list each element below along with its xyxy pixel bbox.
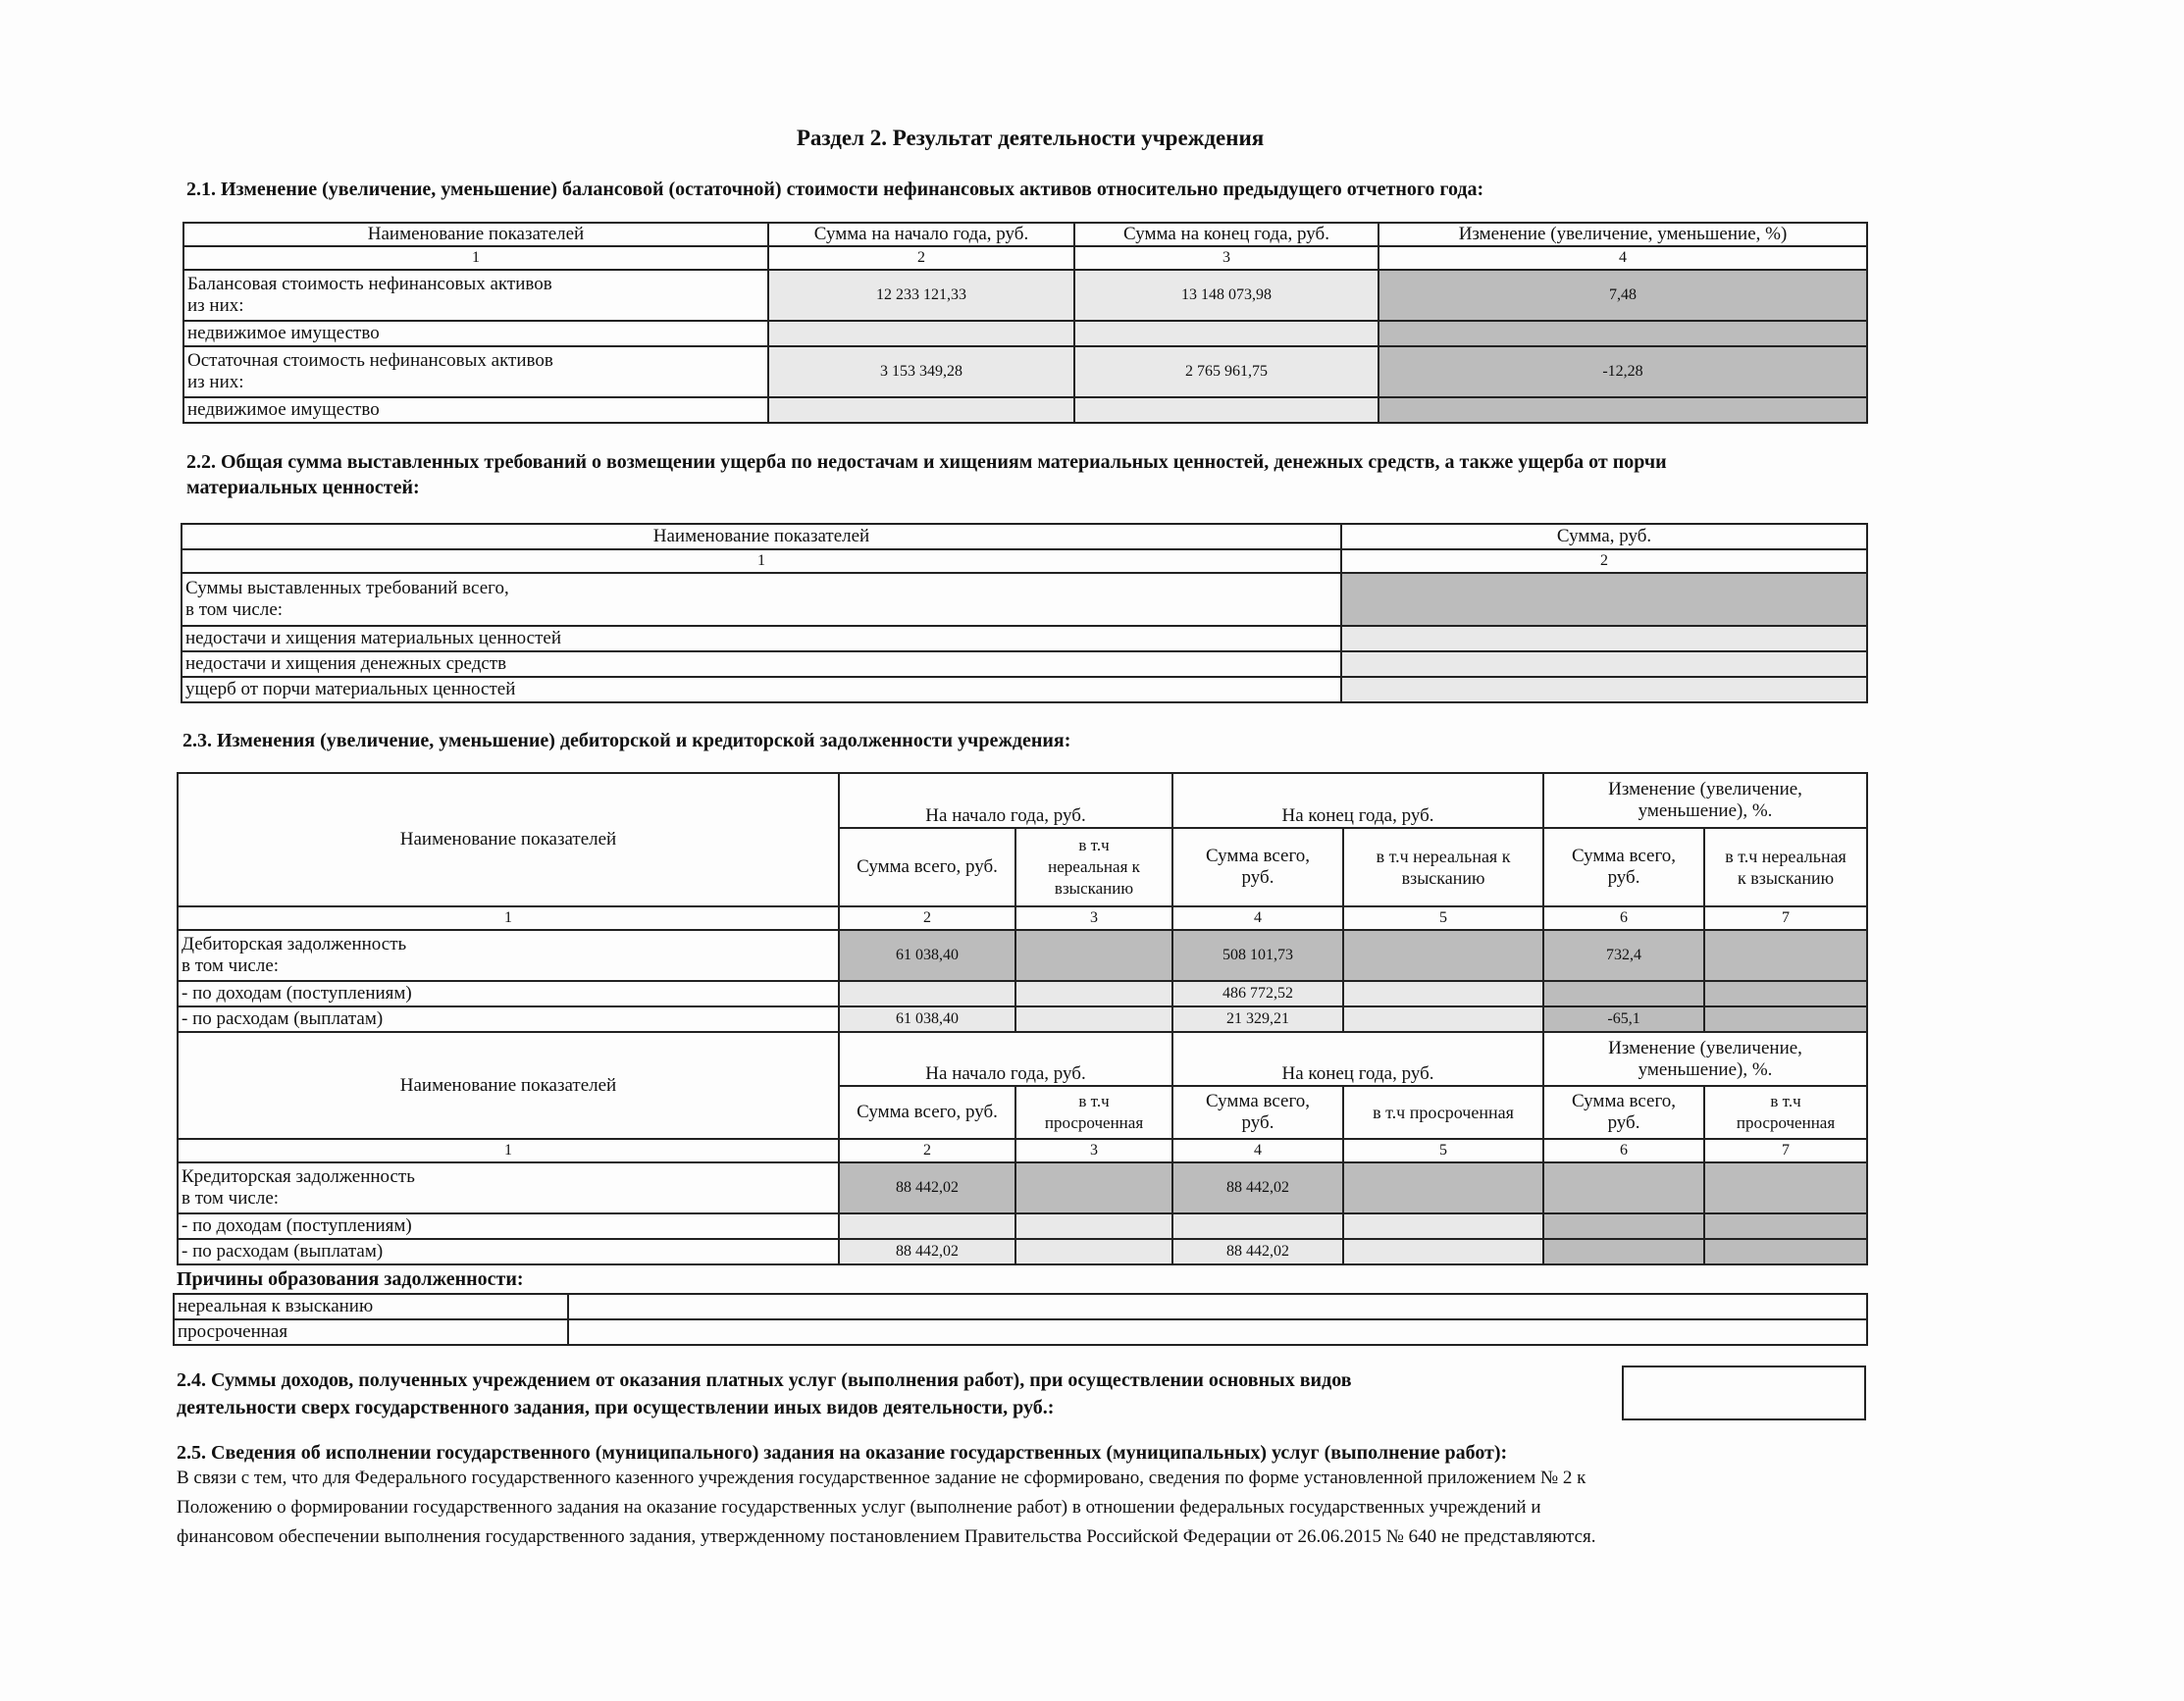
s25-paragraph-line: В связи с тем, что для Федерального государственного казенного учреждения государственное задание не сформировано, сведения по форме установленной приложением № 2 к bbox=[177, 1468, 1586, 1488]
s22-header-sum: Сумма, руб. bbox=[1341, 524, 1867, 549]
header-overdue: в т.ч просроченная bbox=[1343, 1086, 1543, 1139]
table-cell bbox=[1015, 1239, 1172, 1264]
header-sum-total: Сумма всего, руб. bbox=[839, 828, 1015, 906]
header-line: просроченная bbox=[1044, 1113, 1144, 1132]
s21-heading: 2.1. Изменение (увеличение, уменьшение) балансовой (остаточной) стоимости нефинансовых активов относительно предыдущего отчетного года: bbox=[186, 179, 1484, 200]
table-cell bbox=[1704, 1213, 1867, 1239]
s21-header-name: Наименование показателей bbox=[183, 223, 768, 246]
table-row-label: - по расходам (выплатам) bbox=[178, 1239, 839, 1264]
reasons-heading: Причины образования задолженности: bbox=[177, 1268, 524, 1290]
s23-header-change bbox=[1543, 773, 1867, 828]
row-label-line: Дебиторская задолженность bbox=[182, 934, 407, 954]
s24-value-box bbox=[1622, 1366, 1866, 1420]
col-number: 1 bbox=[178, 906, 839, 930]
header-line: руб. bbox=[1607, 867, 1640, 888]
header-line: нереальная к bbox=[1048, 857, 1140, 876]
table-cell: 508 101,73 bbox=[1172, 930, 1343, 981]
table-cell: 88 442,02 bbox=[839, 1162, 1015, 1213]
table-cell bbox=[1015, 1213, 1172, 1239]
table-cell bbox=[1704, 981, 1867, 1006]
header-unreal bbox=[1015, 828, 1172, 906]
table-cell: 732,4 bbox=[1543, 930, 1704, 981]
s24-heading: 2.4. Суммы доходов, полученных учреждением от оказания платных услуг (выполнения работ), при осуществлении основных видов bbox=[177, 1369, 1352, 1391]
s21-table bbox=[182, 222, 1868, 424]
s21-header-start: Сумма на начало года, руб. bbox=[768, 223, 1074, 246]
table-cell: 13 148 073,98 bbox=[1074, 270, 1378, 321]
header-line: руб. bbox=[1607, 1112, 1640, 1133]
table-cell bbox=[1378, 321, 1867, 346]
col-number: 7 bbox=[1704, 1139, 1867, 1162]
header-line: руб. bbox=[1241, 867, 1274, 888]
row-label-line: в том числе: bbox=[185, 599, 284, 620]
header-line: уменьшение), %. bbox=[1638, 800, 1773, 821]
s21-header-change: Изменение (увеличение, уменьшение, %) bbox=[1378, 223, 1867, 246]
header-sum-total bbox=[1543, 828, 1704, 906]
table-cell: 61 038,40 bbox=[839, 930, 1015, 981]
table-row-label bbox=[183, 270, 768, 321]
table-cell bbox=[1343, 1239, 1543, 1264]
header-line: в т.ч bbox=[1078, 836, 1110, 854]
table-cell bbox=[768, 397, 1074, 423]
s23-credit-table bbox=[177, 1033, 1868, 1265]
table-cell bbox=[1343, 981, 1543, 1006]
table-cell bbox=[1704, 930, 1867, 981]
header-line: взысканию bbox=[1054, 879, 1134, 898]
col-number: 1 bbox=[178, 1139, 839, 1162]
col-number: 6 bbox=[1543, 1139, 1704, 1162]
header-line: в т.ч нереальная bbox=[1725, 847, 1846, 866]
header-line: к взысканию bbox=[1737, 868, 1835, 888]
table-row-label: недвижимое имущество bbox=[183, 321, 768, 346]
table-row-label bbox=[178, 930, 839, 981]
row-label-line: из них: bbox=[187, 372, 244, 392]
table-cell: 21 329,21 bbox=[1172, 1006, 1343, 1032]
table-cell bbox=[1172, 1213, 1343, 1239]
table-cell bbox=[1543, 1162, 1704, 1213]
table-cell bbox=[1341, 651, 1867, 677]
col-number: 2 bbox=[768, 246, 1074, 270]
reason-value bbox=[568, 1319, 1867, 1345]
table-cell bbox=[1015, 1162, 1172, 1213]
header-line: в т.ч нереальная к bbox=[1376, 847, 1511, 866]
table-cell bbox=[839, 1213, 1015, 1239]
s23-header-start: На начало года, руб. bbox=[839, 1033, 1172, 1086]
header-overdue bbox=[1704, 1086, 1867, 1139]
table-cell bbox=[1343, 1162, 1543, 1213]
table-cell bbox=[1074, 397, 1378, 423]
s22-header-name: Наименование показателей bbox=[182, 524, 1341, 549]
col-number: 4 bbox=[1378, 246, 1867, 270]
table-cell bbox=[839, 981, 1015, 1006]
s21-header-end: Сумма на конец года, руб. bbox=[1074, 223, 1378, 246]
s23-header-start: На начало года, руб. bbox=[839, 773, 1172, 828]
section-title: Раздел 2. Результат деятельности учреждения bbox=[796, 126, 1265, 150]
col-number: 4 bbox=[1172, 906, 1343, 930]
col-number: 3 bbox=[1015, 1139, 1172, 1162]
col-number: 2 bbox=[839, 906, 1015, 930]
table-cell bbox=[1543, 1213, 1704, 1239]
s25-paragraph-line: финансовом обеспечении выполнения государственного задания, утвержденному постановлением Правительства Российской Федерации от 26.06.2015 № 640 не представляются. bbox=[177, 1526, 1596, 1547]
table-cell: 3 153 349,28 bbox=[768, 346, 1074, 397]
table-row-label: - по доходам (поступлениям) bbox=[178, 981, 839, 1006]
table-cell bbox=[768, 321, 1074, 346]
table-cell bbox=[1543, 981, 1704, 1006]
header-overdue bbox=[1015, 1086, 1172, 1139]
s23-debit-table bbox=[177, 772, 1868, 1033]
s23-header-name: Наименование показателей bbox=[178, 773, 839, 906]
table-row-label bbox=[182, 573, 1341, 626]
col-number: 3 bbox=[1074, 246, 1378, 270]
header-line: Сумма всего, bbox=[1205, 1091, 1311, 1111]
header-line: просроченная bbox=[1736, 1113, 1836, 1132]
header-line: Сумма всего, bbox=[1571, 846, 1677, 866]
table-cell bbox=[1074, 321, 1378, 346]
table-cell: 2 765 961,75 bbox=[1074, 346, 1378, 397]
header-line: взысканию bbox=[1401, 868, 1485, 888]
reason-label: просроченная bbox=[174, 1319, 568, 1345]
col-number: 5 bbox=[1343, 1139, 1543, 1162]
header-line: руб. bbox=[1241, 1112, 1274, 1133]
row-label-line: Остаточная стоимость нефинансовых активов bbox=[187, 350, 553, 371]
table-cell: 7,48 bbox=[1378, 270, 1867, 321]
table-row-label: - по доходам (поступлениям) bbox=[178, 1213, 839, 1239]
s25-heading: 2.5. Сведения об исполнении государственного (муниципального) задания на оказание государственных (муниципальных) услуг (выполнение работ): bbox=[177, 1442, 1508, 1464]
s23-header-end: На конец года, руб. bbox=[1172, 1033, 1543, 1086]
table-cell bbox=[1343, 930, 1543, 981]
table-row-label: недостачи и хищения денежных средств bbox=[182, 651, 1341, 677]
col-number: 2 bbox=[1341, 549, 1867, 573]
table-row-label bbox=[183, 346, 768, 397]
header-line: в т.ч bbox=[1078, 1092, 1110, 1110]
table-cell: 12 233 121,33 bbox=[768, 270, 1074, 321]
header-line: Сумма всего, bbox=[1571, 1091, 1677, 1111]
table-cell bbox=[1543, 1239, 1704, 1264]
col-number: 5 bbox=[1343, 906, 1543, 930]
col-number: 1 bbox=[182, 549, 1341, 573]
table-cell bbox=[1341, 677, 1867, 702]
row-label-line: Суммы выставленных требований всего, bbox=[185, 578, 509, 598]
header-sum-total bbox=[1543, 1086, 1704, 1139]
table-cell bbox=[1378, 397, 1867, 423]
table-row-label bbox=[178, 1162, 839, 1213]
row-label-line: в том числе: bbox=[182, 1188, 280, 1209]
table-cell bbox=[1704, 1162, 1867, 1213]
s23-header-change bbox=[1543, 1033, 1867, 1086]
table-cell: -12,28 bbox=[1378, 346, 1867, 397]
row-label-line: Балансовая стоимость нефинансовых активов bbox=[187, 274, 552, 294]
header-line: Сумма всего, bbox=[1205, 846, 1311, 866]
header-line: Изменение (увеличение, bbox=[1608, 779, 1802, 799]
table-cell: 486 772,52 bbox=[1172, 981, 1343, 1006]
table-cell bbox=[1341, 626, 1867, 651]
table-cell: 88 442,02 bbox=[839, 1239, 1015, 1264]
header-line: в т.ч bbox=[1770, 1092, 1801, 1110]
col-number: 1 bbox=[183, 246, 768, 270]
col-number: 2 bbox=[839, 1139, 1015, 1162]
s23-header-name: Наименование показателей bbox=[178, 1033, 839, 1139]
header-line: Изменение (увеличение, bbox=[1608, 1037, 1802, 1058]
table-row-label: ущерб от порчи материальных ценностей bbox=[182, 677, 1341, 702]
table-cell: 88 442,02 bbox=[1172, 1239, 1343, 1264]
table-row-label: - по расходам (выплатам) bbox=[178, 1006, 839, 1032]
table-cell: -65,1 bbox=[1543, 1006, 1704, 1032]
table-cell bbox=[1704, 1239, 1867, 1264]
row-label-line: Кредиторская задолженность bbox=[182, 1166, 415, 1187]
header-sum-total: Сумма всего, руб. bbox=[839, 1086, 1015, 1139]
table-cell bbox=[1341, 573, 1867, 626]
col-number: 3 bbox=[1015, 906, 1172, 930]
table-row-label: недостачи и хищения материальных ценностей bbox=[182, 626, 1341, 651]
row-label-line: из них: bbox=[187, 295, 244, 316]
s24-heading-cont: деятельности сверх государственного задания, при осуществлении иных видов деятельности, руб.: bbox=[177, 1397, 1055, 1418]
reason-value bbox=[568, 1294, 1867, 1319]
s22-heading: 2.2. Общая сумма выставленных требований о возмещении ущерба по недостачам и хищениям материальных ценностей, денежных средств, а также ущерба от порчи bbox=[186, 451, 1667, 473]
s23-heading: 2.3. Изменения (увеличение, уменьшение) дебиторской и кредиторской задолженности учреждения: bbox=[182, 730, 1071, 751]
table-cell: 61 038,40 bbox=[839, 1006, 1015, 1032]
s23-header-end: На конец года, руб. bbox=[1172, 773, 1543, 828]
header-unreal bbox=[1343, 828, 1543, 906]
table-cell bbox=[1704, 1006, 1867, 1032]
header-sum-total bbox=[1172, 1086, 1343, 1139]
col-number: 7 bbox=[1704, 906, 1867, 930]
s25-paragraph-line: Положению о формировании государственного задания на оказание государственных услуг (выполнение работ) в отношении федеральных государственных учреждений и bbox=[177, 1497, 1541, 1518]
table-cell bbox=[1343, 1213, 1543, 1239]
header-sum-total bbox=[1172, 828, 1343, 906]
table-cell bbox=[1015, 1006, 1172, 1032]
table-cell bbox=[1015, 981, 1172, 1006]
table-cell bbox=[1015, 930, 1172, 981]
s22-heading-cont: материальных ценностей: bbox=[186, 477, 420, 498]
col-number: 6 bbox=[1543, 906, 1704, 930]
table-cell bbox=[1343, 1006, 1543, 1032]
table-cell: 88 442,02 bbox=[1172, 1162, 1343, 1213]
col-number: 4 bbox=[1172, 1139, 1343, 1162]
header-line: уменьшение), %. bbox=[1638, 1058, 1773, 1080]
reason-label: нереальная к взысканию bbox=[174, 1294, 568, 1319]
s22-table bbox=[181, 523, 1868, 703]
header-unreal bbox=[1704, 828, 1867, 906]
row-label-line: в том числе: bbox=[182, 955, 280, 976]
reasons-table bbox=[173, 1293, 1868, 1346]
table-row-label: недвижимое имущество bbox=[183, 397, 768, 423]
